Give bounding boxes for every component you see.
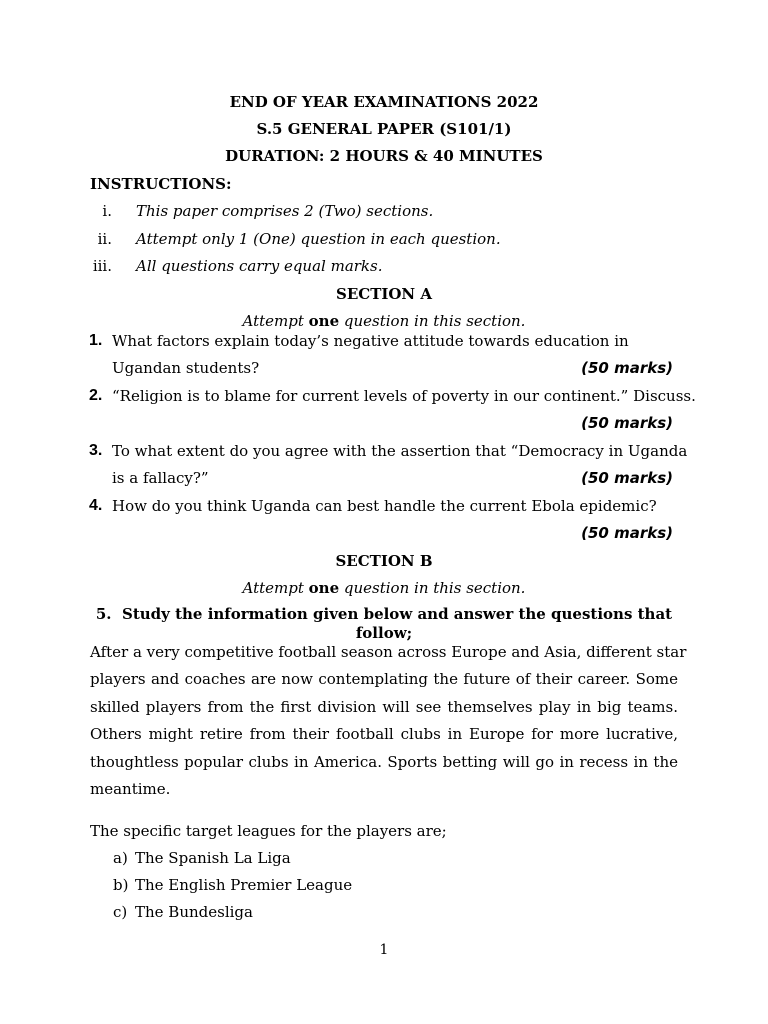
list-marker: iii. xyxy=(92,257,112,275)
list-marker: ii. xyxy=(97,230,112,248)
question-5-line2: follow; xyxy=(355,624,413,642)
question-number: 5. xyxy=(95,605,112,623)
section-a-attempt: Attempt one question in this section. xyxy=(242,312,526,330)
duration: DURATION: 2 HOURS & 40 MINUTES xyxy=(225,147,543,165)
question-number: 4. xyxy=(89,497,103,514)
question-text: To what extent do you agree with the assertion that “Democracy in Uganda xyxy=(112,442,688,460)
question-number: 2. xyxy=(89,387,103,404)
instruction-item: Attempt only 1 (One) question in each question. xyxy=(136,230,501,248)
instruction-item: This paper comprises 2 (Two) sections. xyxy=(136,202,434,220)
passage-line: thoughtless popular clubs in America. Sports betting will go in recess in the xyxy=(90,752,678,771)
question-number: 3. xyxy=(89,442,103,459)
league-item: The English Premier League xyxy=(135,876,353,894)
question-5-line1: 5. Study the information given below and answer the questions that xyxy=(95,605,673,623)
exam-title: END OF YEAR EXAMINATIONS 2022 xyxy=(229,93,539,111)
list-marker: i. xyxy=(102,202,112,220)
league-item: The Bundesliga xyxy=(135,903,253,921)
passage-line: Others might retire from their football clubs in Europe for more lucrative, xyxy=(90,725,678,744)
question-text: is a fallacy?” xyxy=(112,469,209,487)
question-number: 1. xyxy=(89,332,103,349)
list-marker: b) xyxy=(113,876,129,894)
passage-line: skilled players from the first division will see themselves play in big teams. xyxy=(90,697,678,716)
list-marker: a) xyxy=(113,849,128,867)
list-marker: c) xyxy=(113,903,128,921)
passage-line: meantime. xyxy=(90,779,171,798)
question-marks: (50 marks) xyxy=(581,524,673,542)
passage xyxy=(90,639,687,803)
question-marks: (50 marks) xyxy=(581,469,673,487)
instruction-item: All questions carry equal marks. xyxy=(136,257,383,275)
question-text: “Religion is to blame for current levels of poverty in our continent.” Discuss. xyxy=(112,387,696,405)
page-number: 1 xyxy=(379,942,389,958)
leagues-intro: The specific target leagues for the players are; xyxy=(90,822,447,840)
section-b-attempt: Attempt one question in this section. xyxy=(242,579,526,597)
paper-title: S.5 GENERAL PAPER (S101/1) xyxy=(256,120,512,138)
section-a-title: SECTION A xyxy=(335,285,433,303)
instructions-heading: INSTRUCTIONS: xyxy=(90,175,232,193)
passage-line: After a very competitive football season across Europe and Asia, different star xyxy=(90,643,687,661)
section-b-title: SECTION B xyxy=(335,552,433,570)
question-text: How do you think Uganda can best handle the current Ebola epidemic? xyxy=(112,497,657,515)
question-marks: (50 marks) xyxy=(581,414,673,432)
league-item: The Spanish La Liga xyxy=(135,849,291,867)
question-marks: (50 marks) xyxy=(581,359,673,377)
question-text: What factors explain today’s negative attitude towards education in xyxy=(112,332,629,350)
passage-line: players and coaches are now contemplating the future of their career. Some xyxy=(90,670,678,689)
question-text: Ugandan students? xyxy=(112,359,260,377)
